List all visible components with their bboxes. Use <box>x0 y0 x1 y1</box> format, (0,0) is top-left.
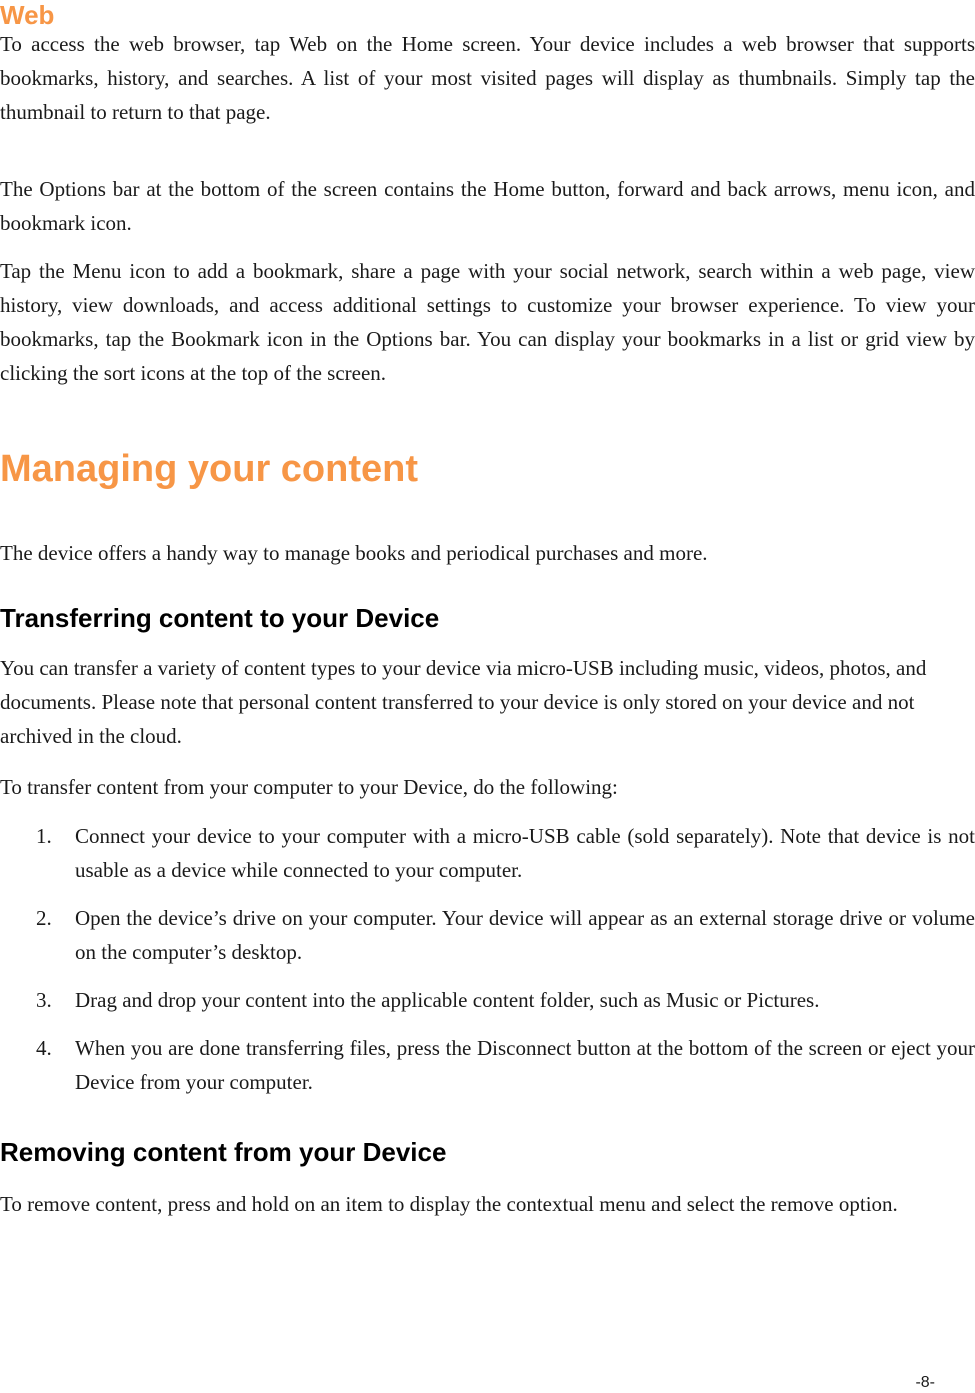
step-text: When you are done transferring files, press the Disconnect button at the bottom of the screen or eject your Device from your computer. <box>75 1036 975 1094</box>
transfer-steps-list <box>0 819 975 1113</box>
page-number: -8- <box>915 1374 935 1391</box>
transferring-paragraph-2: To transfer content from your computer to your Device, do the following: <box>0 775 618 799</box>
transferring-paragraph-1: You can transfer a variety of content types to your device via micro-USB including music, videos, photos, and documents. Please note that personal content transferred to your device is only stored on your device and not archived in the cloud. <box>0 656 927 748</box>
removing-heading: Removing content from your Device <box>0 1137 447 1167</box>
step-number: 4. <box>36 1036 52 1060</box>
managing-content-heading: Managing your content <box>0 448 418 490</box>
step-number: 2. <box>36 906 52 930</box>
web-paragraph-2: The Options bar at the bottom of the screen contains the Home button, forward and back arrows, menu icon, and bookmark icon. <box>0 177 975 235</box>
removing-paragraph: To remove content, press and hold on an item to display the contextual menu and select the remove option. <box>0 1192 898 1216</box>
web-paragraph-3: Tap the Menu icon to add a bookmark, share a page with your social network, search within a web page, view history, view downloads, and access additional settings to customize your browser experience. To view your bookmarks, tap the Bookmark icon in the Options bar. You can display your bookmarks in a list or grid view by clicking the sort icons at the top of the screen. <box>0 259 975 385</box>
managing-intro-paragraph: The device offers a handy way to manage books and periodical purchases and more. <box>0 541 708 565</box>
step-text: Drag and drop your content into the applicable content folder, such as Music or Pictures. <box>75 988 820 1012</box>
step-number: 1. <box>36 824 52 848</box>
list-item <box>0 901 975 969</box>
step-number: 3. <box>36 988 52 1012</box>
list-item <box>0 983 975 1017</box>
transferring-heading: Transferring content to your Device <box>0 603 440 633</box>
list-item <box>0 1031 975 1099</box>
step-text: Open the device’s drive on your computer. Your device will appear as an external storage drive or volume on the computer’s desktop. <box>75 906 975 964</box>
list-item <box>0 819 975 887</box>
web-heading: Web <box>0 0 55 30</box>
step-text: Connect your device to your computer with a micro-USB cable (sold separately). Note that device is not usable as a device while connected to your computer. <box>75 824 975 882</box>
web-paragraph-1: To access the web browser, tap Web on the Home screen. Your device includes a web browser that supports bookmarks, history, and searches. A list of your most visited pages will display as thumbnails. Simply tap the thumbnail to return to that page. <box>0 32 975 124</box>
